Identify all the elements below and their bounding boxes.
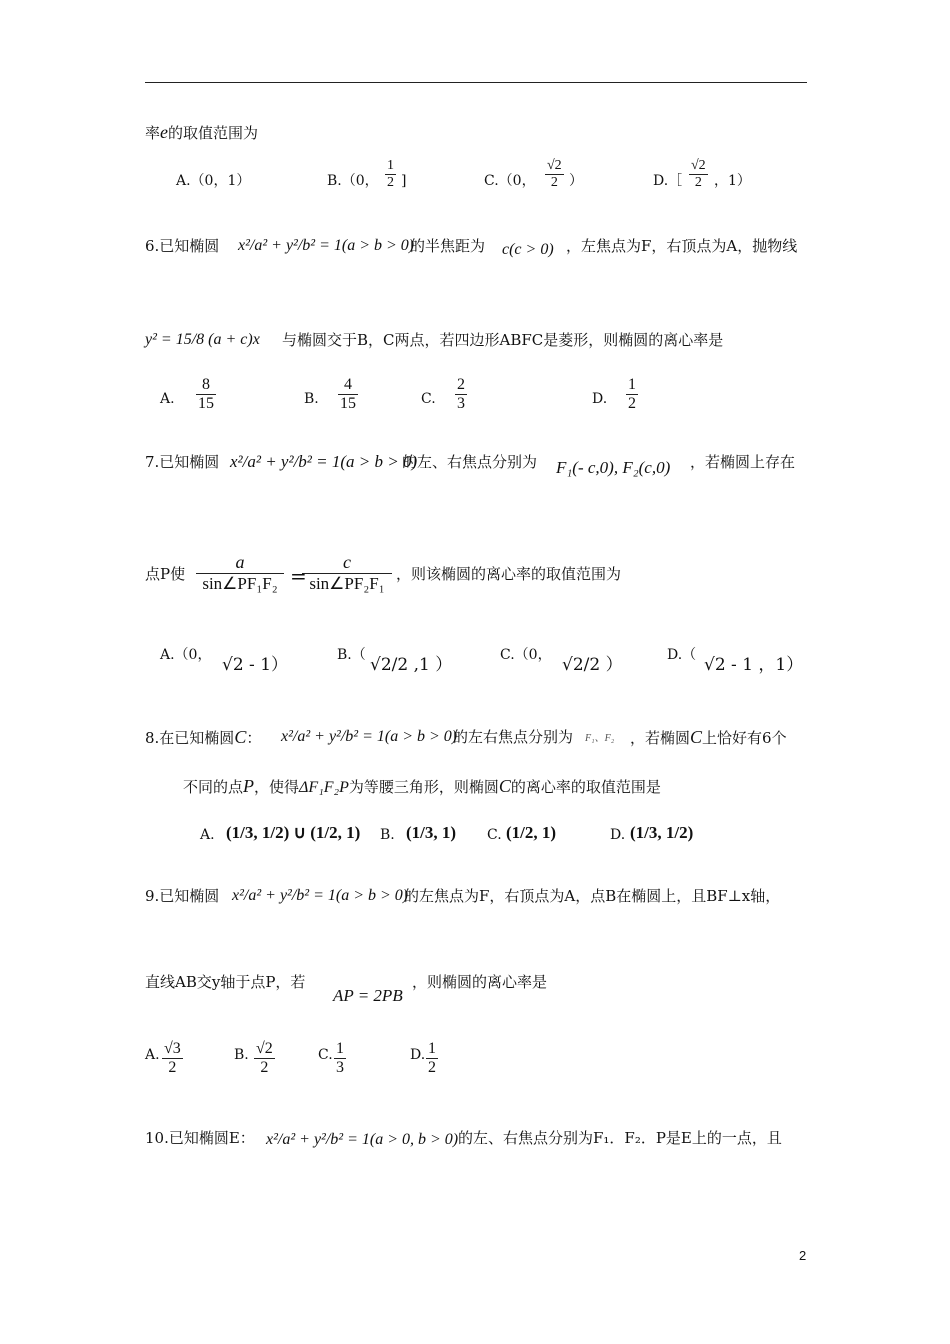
q6-lead: 6.已知椭圆 — [145, 237, 220, 255]
q9-lead: 9.已知椭圆 — [145, 887, 220, 905]
q7-option-b: B.（ — [337, 647, 366, 663]
q9-condition: AP = 2PB — [333, 986, 403, 1005]
q9-line2-tail: ，则椭圆的离心率是 — [412, 973, 548, 991]
q6-ellipse-equation: x²/a² + y²/b² = 1(a > b > 0) — [238, 237, 415, 254]
q5-option-c: C.（0， — [484, 173, 536, 189]
q5-option-a: A.（0，1） — [176, 173, 251, 189]
q6-mid: 的半焦距为 — [410, 237, 486, 255]
q9-option-a-fraction: $\frac{√3}{2}$ — [164, 1040, 181, 1076]
q6-tail: ，左焦点为F，右顶点为A，抛物线 — [566, 237, 798, 255]
page-number: 2 — [799, 1248, 807, 1263]
q7-tail: ，若椭圆上存在 — [690, 453, 796, 471]
q9-option-c-fraction: $\frac{1}{3}$ — [336, 1040, 344, 1076]
q5-option-d: D.［ — [653, 173, 683, 189]
q8-foci: F₁、F₂ — [585, 733, 615, 744]
q7-option-d-value: √2 - 1 ，1） — [704, 655, 804, 675]
q5-option-d-fraction: $\frac{√2}{2}$ — [691, 158, 706, 190]
q6-parabola-equation: y² = 15/8 (a + c)x — [145, 331, 260, 348]
q7-line2-tail: ，则该椭圆的离心率的取值范围为 — [396, 565, 622, 583]
q7-option-c: C.（0， — [500, 647, 552, 663]
q9-option-c: C. — [318, 1047, 333, 1063]
q6-option-a-fraction: $\frac{8}{15}$ — [198, 376, 214, 412]
q8-lead: 8.在已知椭圆C： — [145, 727, 262, 747]
q8-option-d-value: (1/3, 1/2) — [630, 823, 694, 842]
q6-option-d: D. — [592, 391, 608, 407]
q5-option-c-close: ） — [569, 173, 583, 189]
q9-ellipse-equation: x²/a² + y²/b² = 1(a > b > 0) — [232, 887, 409, 904]
q6-option-c: C. — [421, 391, 436, 407]
q7-lead: 7.已知椭圆 — [145, 453, 220, 471]
q5-option-b: B.（0， — [327, 173, 379, 189]
q5-option-b-fraction: $\frac{1}{2}$ — [387, 158, 394, 190]
q7-option-c-value: √2/2 ） — [562, 655, 623, 675]
q7-ratio-left: $\frac{a}{\text{sin∠PF₁F₂}}$ — [196, 552, 284, 594]
q5-option-b-close: ] — [401, 173, 407, 189]
q8-option-a-value: (1/3, 1/2) ∪ (1/2, 1) — [226, 823, 361, 842]
q6-option-a: A. — [160, 391, 175, 407]
q9-option-b: B. — [234, 1047, 249, 1063]
q8-option-b-value: (1/3, 1) — [406, 823, 457, 842]
header-rule — [145, 82, 807, 83]
q7-option-a: A.（0， — [160, 647, 212, 663]
q10-tail: 的左、右焦点分别为F₁．F₂．P是E上的一点，且 — [458, 1129, 782, 1147]
q8-option-c-value: (1/2, 1) — [506, 823, 557, 842]
q7-option-b-value: √2/2 ,1 ） — [370, 655, 453, 675]
q5-option-d-close: ，1） — [714, 173, 751, 189]
q6-option-c-fraction: $\frac{2}{3}$ — [457, 376, 465, 412]
q6-option-b: B. — [304, 391, 319, 407]
q9-option-a: A. — [145, 1047, 160, 1063]
q7-equals-sign: = — [290, 564, 307, 588]
q8-option-c: C. — [487, 827, 502, 843]
q8-tail: ，若椭圆C上恰好有6个 — [630, 727, 787, 747]
q9-line2: 直线AB交y轴于点P，若 — [145, 973, 306, 991]
q8-line2: 不同的点P，使得ΔF₁F₂P为等腰三角形，则椭圆C的离心率的取值范围是 — [183, 776, 661, 796]
q7-mid: 的左、右焦点分别为 — [402, 453, 538, 471]
q7-option-d: D.（ — [667, 647, 697, 663]
q8-option-b: B. — [380, 827, 395, 843]
q6-c-expression: c(c > 0) — [502, 241, 554, 258]
q6-line2: 与椭圆交于B，C两点，若四边形ABFC是菱形，则椭圆的离心率是 — [282, 331, 724, 349]
q8-option-d: D. — [610, 827, 626, 843]
q7-line2-lead: 点P使 — [145, 565, 186, 583]
q8-ellipse-equation: x²/a² + y²/b² = 1(a > b > 0) — [281, 728, 458, 745]
q9-option-d-fraction: $\frac{1}{2}$ — [428, 1040, 436, 1076]
q9-option-d: D. — [410, 1047, 426, 1063]
q7-ratio-right: $\frac{c}{\text{sin∠PF₂F₁}}$ — [302, 552, 392, 594]
q10-ellipse-equation: x²/a² + y²/b² = 1(a > 0, b > 0) — [266, 1131, 459, 1148]
q8-mid: 的左右焦点分别为 — [453, 728, 574, 746]
q6-option-b-fraction: $\frac{4}{15}$ — [340, 376, 356, 412]
q9-tail: 的左焦点为F，右顶点为A，点B在椭圆上，且BF⊥x轴， — [404, 887, 781, 905]
q7-ellipse-equation: x²/a² + y²/b² = 1(a > b > 0) — [230, 452, 418, 471]
q5-stem: 率e的取值范围为 — [145, 122, 259, 142]
q5-option-c-fraction: $\frac{√2}{2}$ — [547, 158, 562, 190]
q9-option-b-fraction: $\frac{√2}{2}$ — [256, 1040, 273, 1076]
q6-option-d-fraction: $\frac{1}{2}$ — [628, 376, 636, 412]
q7-foci: F₁(- c,0), F₂(c,0) — [556, 458, 671, 477]
q10-lead: 10.已知椭圆E： — [145, 1129, 255, 1147]
q7-option-a-value: √2 - 1） — [222, 655, 289, 675]
q8-option-a: A. — [200, 827, 215, 843]
